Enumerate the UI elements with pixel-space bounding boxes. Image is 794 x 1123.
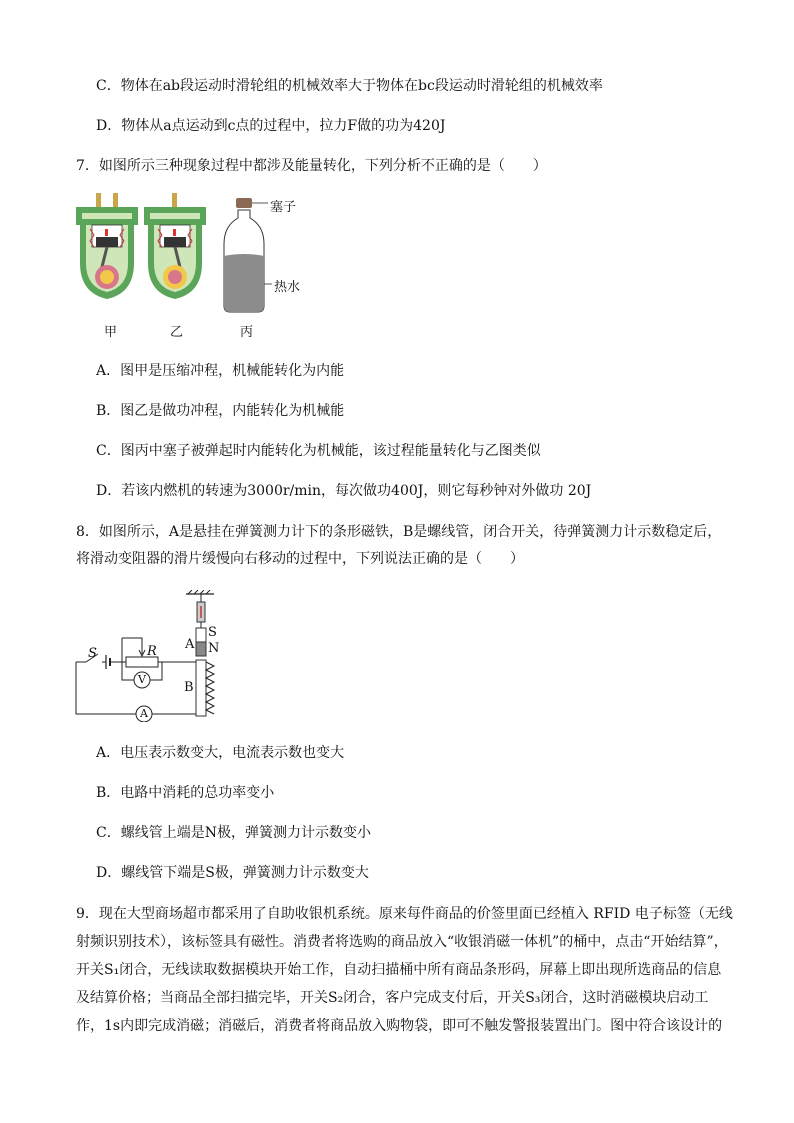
q8-label-magnet-a: A [185, 637, 195, 652]
q8-label-pole-s: S [208, 625, 217, 640]
q9-stem-line1: 9．现在大型商场超市都采用了自助收银机系统。原来每件商品的价签里面已经植入 RFID 电子标签（无线 [76, 906, 733, 922]
q9-stem-line4: 及结算价格；当商品全部扫描完毕，开关S₂闭合，客户完成支付后，开关S₃闭合，这时消磁模块启动工 [76, 990, 709, 1006]
q7-engine-figure-jia [74, 193, 140, 315]
q7-option-c: C．图丙中塞子被弹起时内能转化为机械能，该过程能量转化与乙图类似 [96, 443, 541, 459]
q8-label-r: R [147, 644, 157, 659]
q7-option-a: A．图甲是压缩冲程，机械能转化为内能 [96, 363, 345, 379]
q7-label-hot-water: 热水 [274, 280, 301, 295]
q8-option-b: B．电路中消耗的总功率变小 [96, 785, 275, 801]
q8-option-c: C．螺线管上端是N极，弹簧测力计示数变小 [96, 825, 371, 841]
q8-label-solenoid-b: B [184, 680, 194, 695]
q7-bottle-figure-bing [218, 196, 318, 316]
q7-label-yi: 乙 [170, 325, 184, 340]
q9-stem-line5: 作，1s内即完成消磁；消磁后，消费者将商品放入购物袋，即可不触发警报装置出门。图中符合该设计的 [76, 1018, 723, 1034]
q7-option-d: D．若该内燃机的转速为3000r/min，每次做功400J，则它每秒钟对外做功 20J [96, 483, 592, 499]
q8-label-ammeter: A [140, 707, 148, 720]
q9-stem-line3: 开关S₁闭合，无线读取数据模块开始工作，自动扫描桶中所有商品条形码，屏幕上即出现所选商品的信息 [76, 962, 722, 978]
q8-label-pole-n: N [208, 641, 220, 656]
q9-stem-line2: 射频识别技术），该标签具有磁性。消费者将选购的商品放入“收银消磁一体机”的桶中，点击“开始结算”， [76, 934, 728, 950]
q7-option-b: B．图乙是做功冲程，内能转化为机械能 [96, 403, 345, 419]
q7-label-stopper: 塞子 [270, 200, 297, 215]
q8-option-d: D．螺线管下端是S极，弹簧测力计示数变大 [96, 865, 369, 881]
q7-label-jia: 甲 [104, 325, 118, 340]
q6-option-c: C．物体在ab段运动时滑轮组的机械效率大于物体在bc段运动时滑轮组的机械效率 [96, 78, 603, 94]
q7-stem: 7．如图所示三种现象过程中都涉及能量转化，下列分析不正确的是（ ） [76, 158, 547, 174]
q8-label-switch-s: S [88, 646, 97, 661]
q8-label-voltmeter: V [138, 673, 146, 686]
q8-stem-line2: 将滑动变阻器的滑片缓慢向右移动的过程中，下列说法正确的是（ ） [76, 551, 524, 567]
q7-engine-figure-yi [142, 193, 208, 315]
q8-option-a: A．电压表示数变大，电流表示数也变大 [96, 745, 345, 761]
q8-stem-line1: 8．如图所示，A是悬挂在弹簧测力计下的条形磁铁，B是螺线管，闭合开关，待弹簧测力计示数稳定后， [76, 524, 722, 540]
q6-option-d: D．物体从a点运动到c点的过程中，拉力F做的功为420J [96, 118, 446, 134]
q7-label-bing: 丙 [240, 325, 254, 340]
